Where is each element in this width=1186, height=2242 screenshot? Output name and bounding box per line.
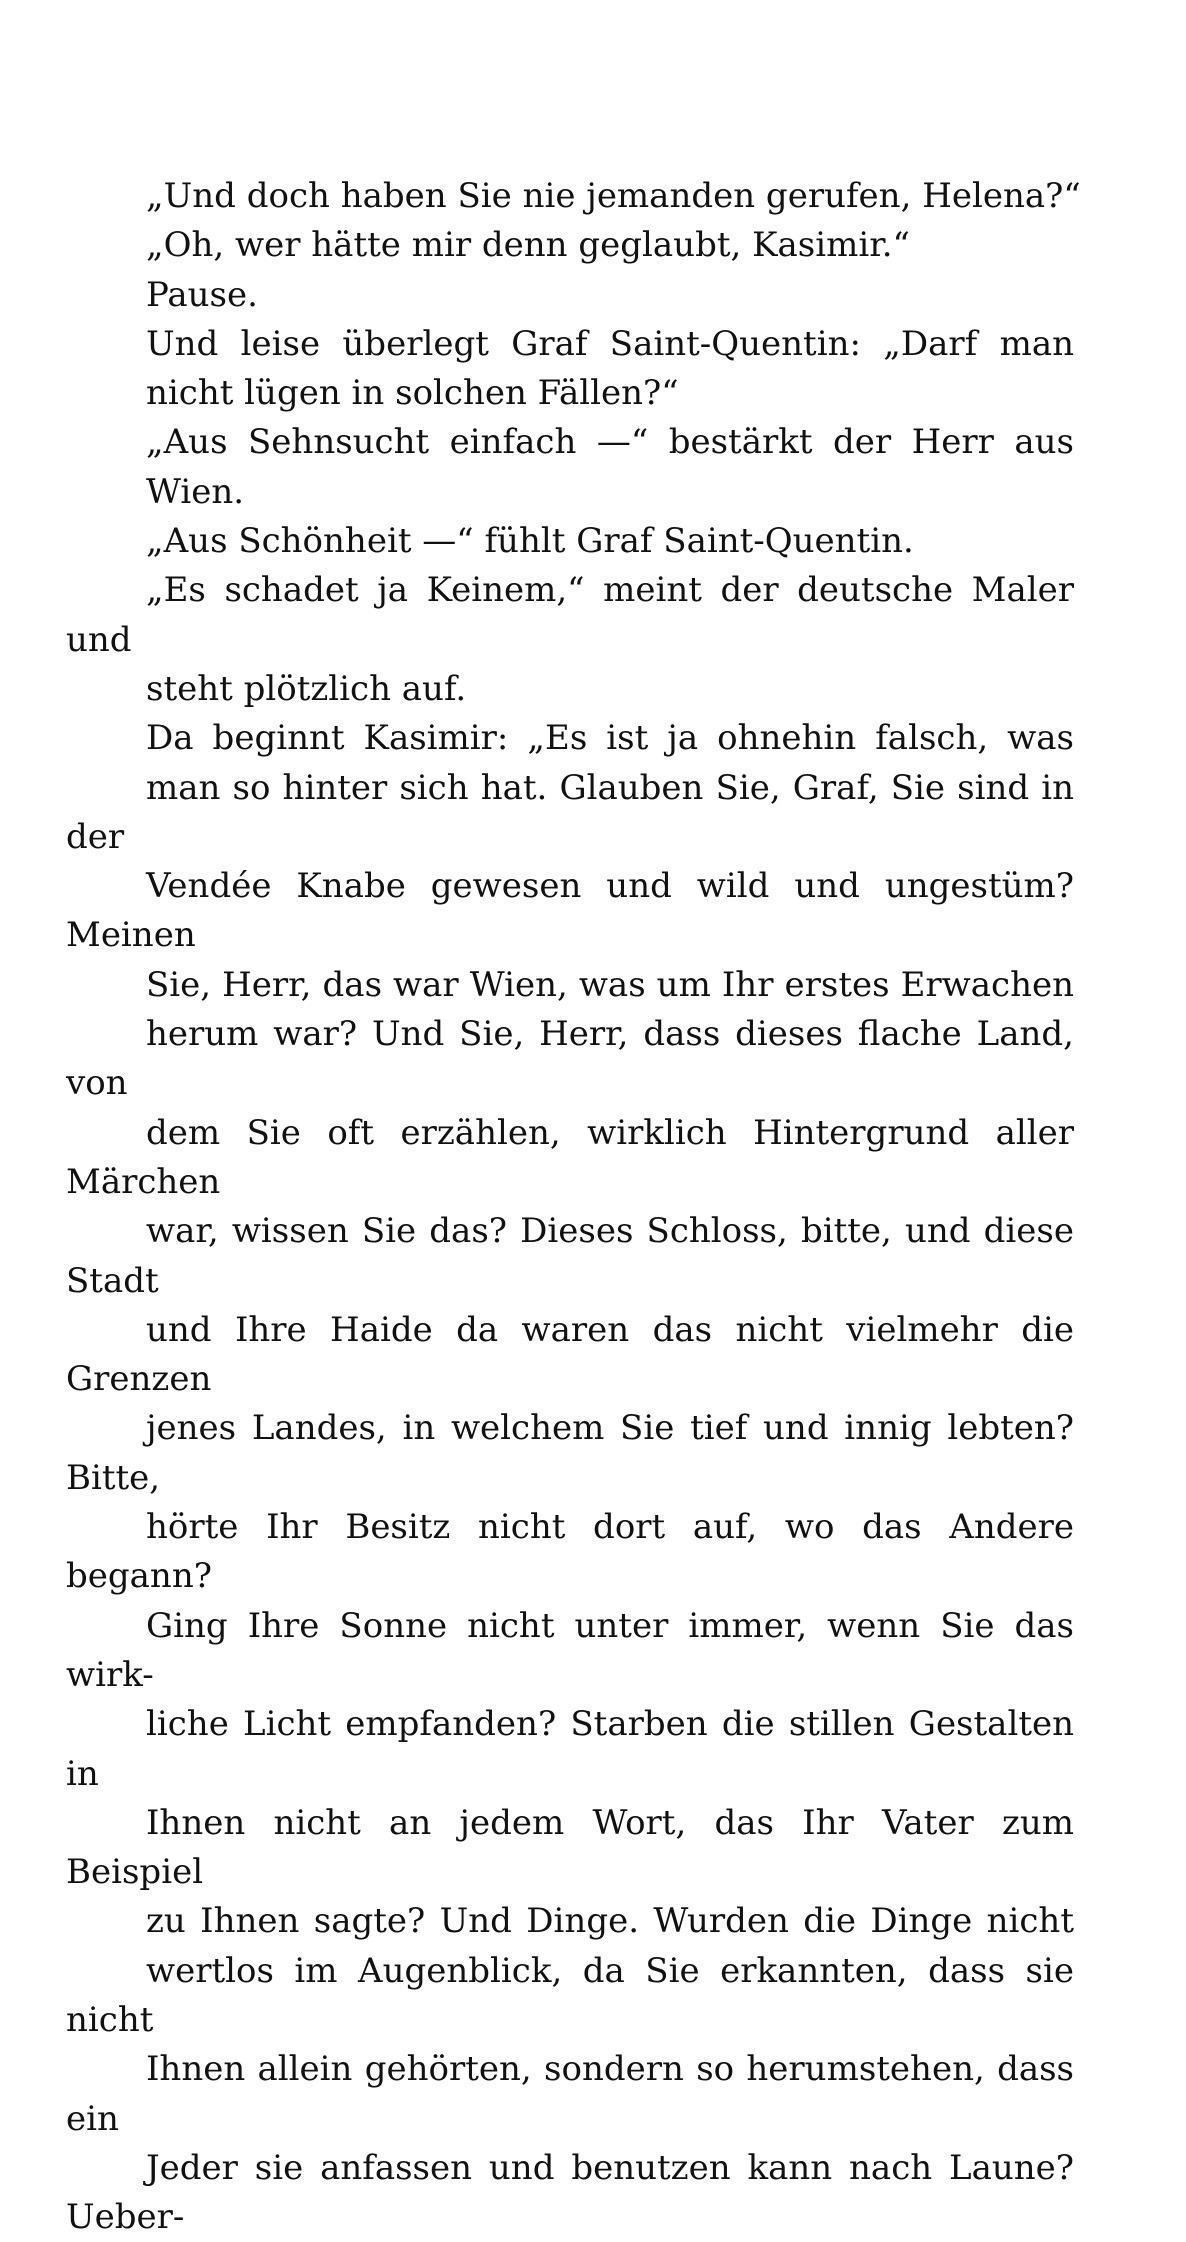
paragraph-2 xyxy=(66,221,1074,270)
text-line: war, wissen Sie das? Dieses Schloss, bitte, und diese Stadt xyxy=(66,1211,1074,1301)
text-line: man so hinter sich hat. Glauben Sie, Graf, Sie sind in der xyxy=(66,767,1074,857)
text-line: dem Sie oft erzählen, wirklich Hintergrund aller Märchen xyxy=(66,1112,1074,1202)
text-line: liche Licht empfanden? Starben die stillen Gestalten in xyxy=(66,1704,1074,1794)
text-line: Da beginnt Kasimir: „Es ist ja ohnehin falsch, was xyxy=(146,718,1074,759)
text-line: „Und doch haben Sie nie jemanden gerufen, Helena?“ xyxy=(146,176,1081,216)
text-line: Wien. xyxy=(146,471,245,512)
paragraph-1 xyxy=(66,172,1081,221)
paragraph-5 xyxy=(66,418,1074,517)
text-line: nicht lügen in solchen Fällen?“ xyxy=(146,373,679,414)
text-line: Pause. xyxy=(146,274,258,315)
text-line: Und leise überlegt Graf Saint-Quentin: „Darf man xyxy=(146,323,1074,364)
text-line: hörte Ihr Besitz nicht dort auf, wo das Andere begann? xyxy=(66,1507,1074,1597)
text-line: Ihnen nicht an jedem Wort, das Ihr Vater zum Beispiel xyxy=(66,1802,1074,1893)
text-line: und Ihre Haide da waren das nicht vielmehr die Grenzen xyxy=(66,1309,1074,1400)
text-line: herum war? Und Sie, Herr, dass dieses flache Land, von xyxy=(66,1014,1074,1104)
text-line: Sie, Herr, das war Wien, was um Ihr erstes Erwachen xyxy=(146,964,1074,1005)
text-line: wertlos im Augenblick, da Sie erkannten, dass sie nicht xyxy=(66,1950,1074,2040)
paragraph-4 xyxy=(66,320,1074,419)
text-line: jenes Landes, in welchem Sie tief und innig lebten? Bitte, xyxy=(66,1408,1074,1498)
text-line: „Es schadet ja Keinem,“ meint der deutsche Maler und xyxy=(66,570,1074,660)
paragraph-6 xyxy=(66,517,1074,566)
text-line: Jeder sie anfassen und benutzen kann nach Laune? Ueber- xyxy=(66,2147,1074,2238)
text-line: zu Ihnen sagte? Und Dinge. Wurden die Dinge nicht xyxy=(146,1901,1074,1942)
text-line: „Aus Schönheit —“ fühlt Graf Saint-Quentin. xyxy=(146,521,914,562)
text-line: Ihnen allein gehörten, sondern so herumstehen, dass ein xyxy=(66,2049,1074,2139)
text-line: „Oh, wer hätte mir denn geglaubt, Kasimir.“ xyxy=(146,225,910,266)
text-line: „Aus Sehnsucht einfach —“ bestärkt der Herr aus xyxy=(146,422,1074,463)
paragraph-8 xyxy=(66,714,1074,2242)
text-line: Vendée Knabe gewesen und wild und ungestüm? Meinen xyxy=(66,866,1074,956)
text-line: Ging Ihre Sonne nicht unter immer, wenn Sie das wirk- xyxy=(66,1605,1074,1695)
page-text xyxy=(66,172,1081,2242)
paragraph-3 xyxy=(66,271,1074,320)
text-line: steht plötzlich auf. xyxy=(146,668,467,709)
paragraph-7 xyxy=(66,566,1074,714)
